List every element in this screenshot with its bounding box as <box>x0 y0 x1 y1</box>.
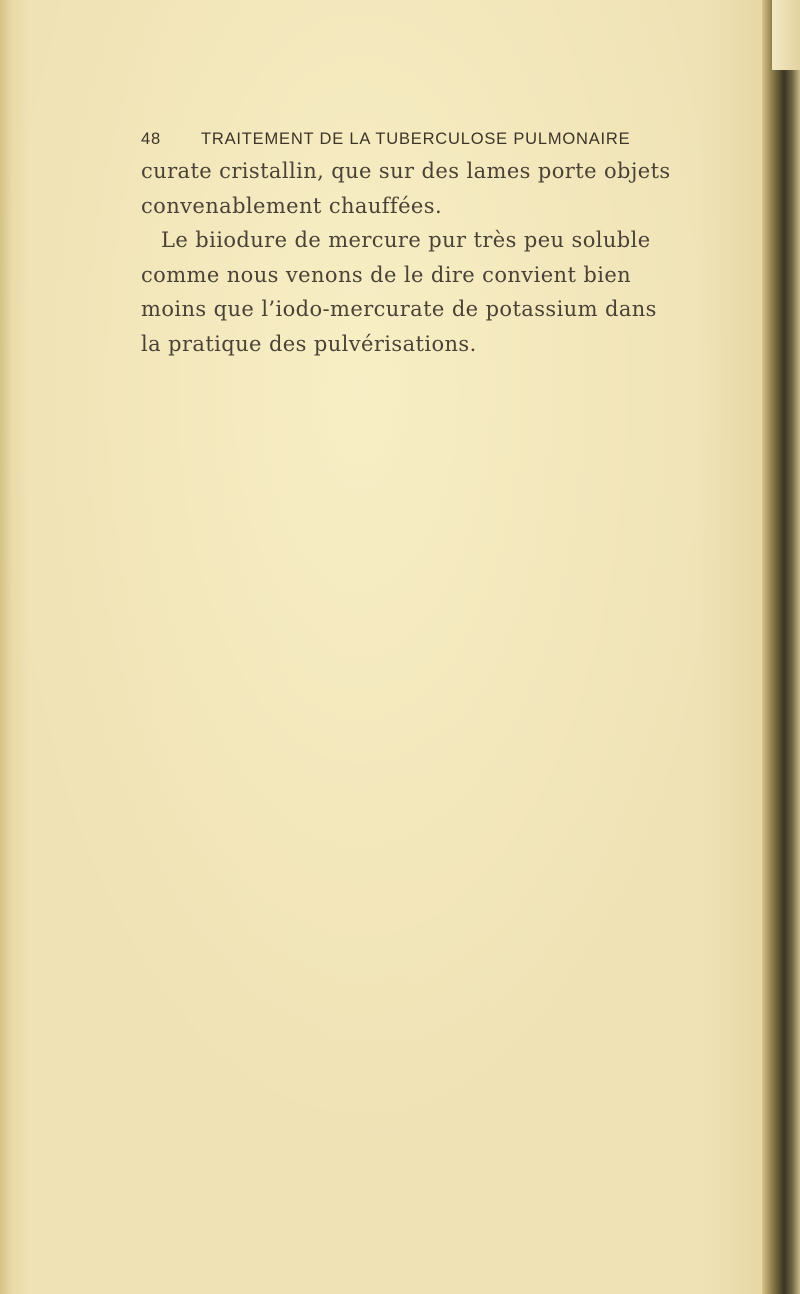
text-line: moins que l’iodo-mercurate de potassium dans <box>141 297 657 321</box>
running-head <box>141 128 661 150</box>
running-title: TRAITEMENT DE LA TUBERCULOSE PULMONAIRE <box>201 129 631 148</box>
page-left-edge-shadow <box>0 0 12 1294</box>
book-binding-edge <box>762 0 800 1294</box>
text-line: curate cristallin, que sur des lames porte objets <box>141 159 671 183</box>
text-line: convenablement chauffées. <box>141 193 443 218</box>
text-line: comme nous venons de le dire convient bien <box>141 262 632 287</box>
page-corner <box>772 0 800 70</box>
page-number: 48 <box>141 129 161 148</box>
body-text <box>141 154 721 361</box>
text-line: la pratique des pulvérisations. <box>141 331 477 356</box>
text-line: Le biiodure de mercure pur très peu soluble <box>161 228 651 252</box>
